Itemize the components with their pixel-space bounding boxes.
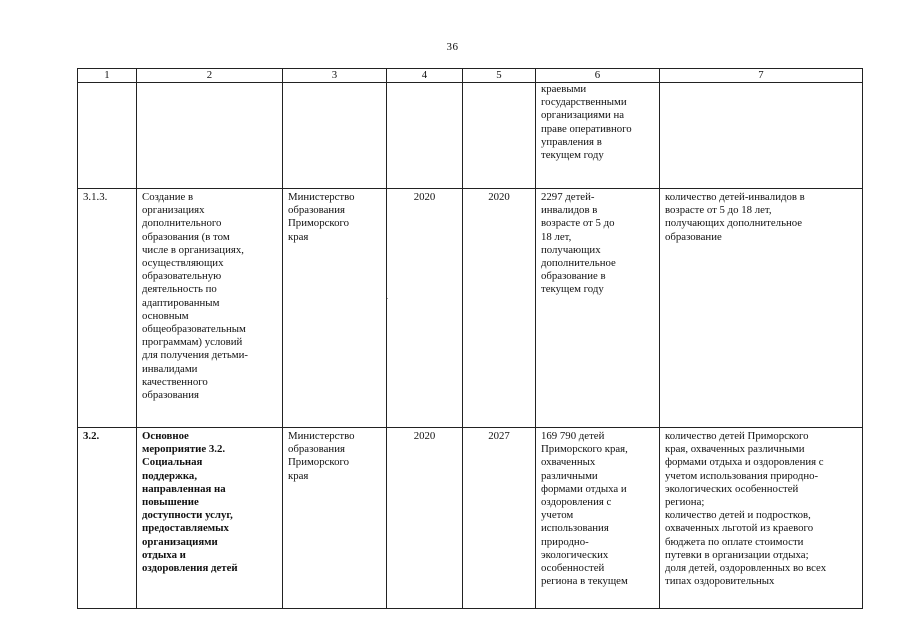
- column-header: 2: [137, 69, 283, 83]
- table-row: [78, 428, 863, 609]
- column-header: 4: [387, 69, 463, 83]
- executor-cell: Министерство образования Приморского края: [283, 189, 387, 428]
- expected-result-cell: 169 790 детей Приморского края, охваченных различными формами отдыха и оздоровления с учетом использования природно- экологических особенностей региона в текущем: [536, 428, 660, 609]
- executor-cell: Министерство образования Приморского края: [283, 428, 387, 609]
- table-row: [78, 189, 863, 428]
- activity-name-cell: [137, 83, 283, 189]
- row-number-cell: [78, 83, 137, 189]
- column-header: 7: [660, 69, 863, 83]
- start-year-cell: 2020: [387, 189, 463, 428]
- measures-table: [77, 68, 863, 609]
- indicator-cell: [660, 83, 863, 189]
- scan-speck: [387, 298, 388, 299]
- expected-result-cell: 2297 детей- инвалидов в возрасте от 5 до 18 лет, получающих дополнительное образование в текущем году: [536, 189, 660, 428]
- end-year-cell: 2020: [463, 189, 536, 428]
- executor-cell: [283, 83, 387, 189]
- indicator-cell: количество детей-инвалидов в возрасте от 5 до 18 лет, получающих дополнительное образование: [660, 189, 863, 428]
- column-header: 6: [536, 69, 660, 83]
- row-number-cell: 3.2.: [78, 428, 137, 609]
- end-year-cell: 2027: [463, 428, 536, 609]
- column-header: 5: [463, 69, 536, 83]
- indicator-cell: количество детей Приморского края, охваченных различными формами отдыха и оздоровления с учетом использования природно- экологических особенностей региона; количество детей и подростков, охваченных льготой из краевого бюджета по оплате стоимости путевки в организации отдыха; доля детей, оздоровленных во всех типах оздоровительных: [660, 428, 863, 609]
- activity-name-cell: Создание в организациях дополнительного образования (в том числе в организациях, осуществляющих образовательную деятельность по адаптированным основным общеобразовательным программам) условий для получения детьми- инвалидами качественного образования: [137, 189, 283, 428]
- column-header: 3: [283, 69, 387, 83]
- page-number: 36: [446, 41, 459, 53]
- table-row: [78, 83, 863, 189]
- start-year-cell: [387, 83, 463, 189]
- row-number-cell: 3.1.3.: [78, 189, 137, 428]
- table-header-row: [78, 69, 863, 83]
- end-year-cell: [463, 83, 536, 189]
- column-header: 1: [78, 69, 137, 83]
- expected-result-cell: краевыми государственными организациями на праве оперативного управления в текущем году: [536, 83, 660, 189]
- activity-name-cell: Основное мероприятие 3.2. Социальная поддержка, направленная на повышение доступности услуг, предоставляемых организациями отдыха и оздоровления детей: [137, 428, 283, 609]
- start-year-cell: 2020: [387, 428, 463, 609]
